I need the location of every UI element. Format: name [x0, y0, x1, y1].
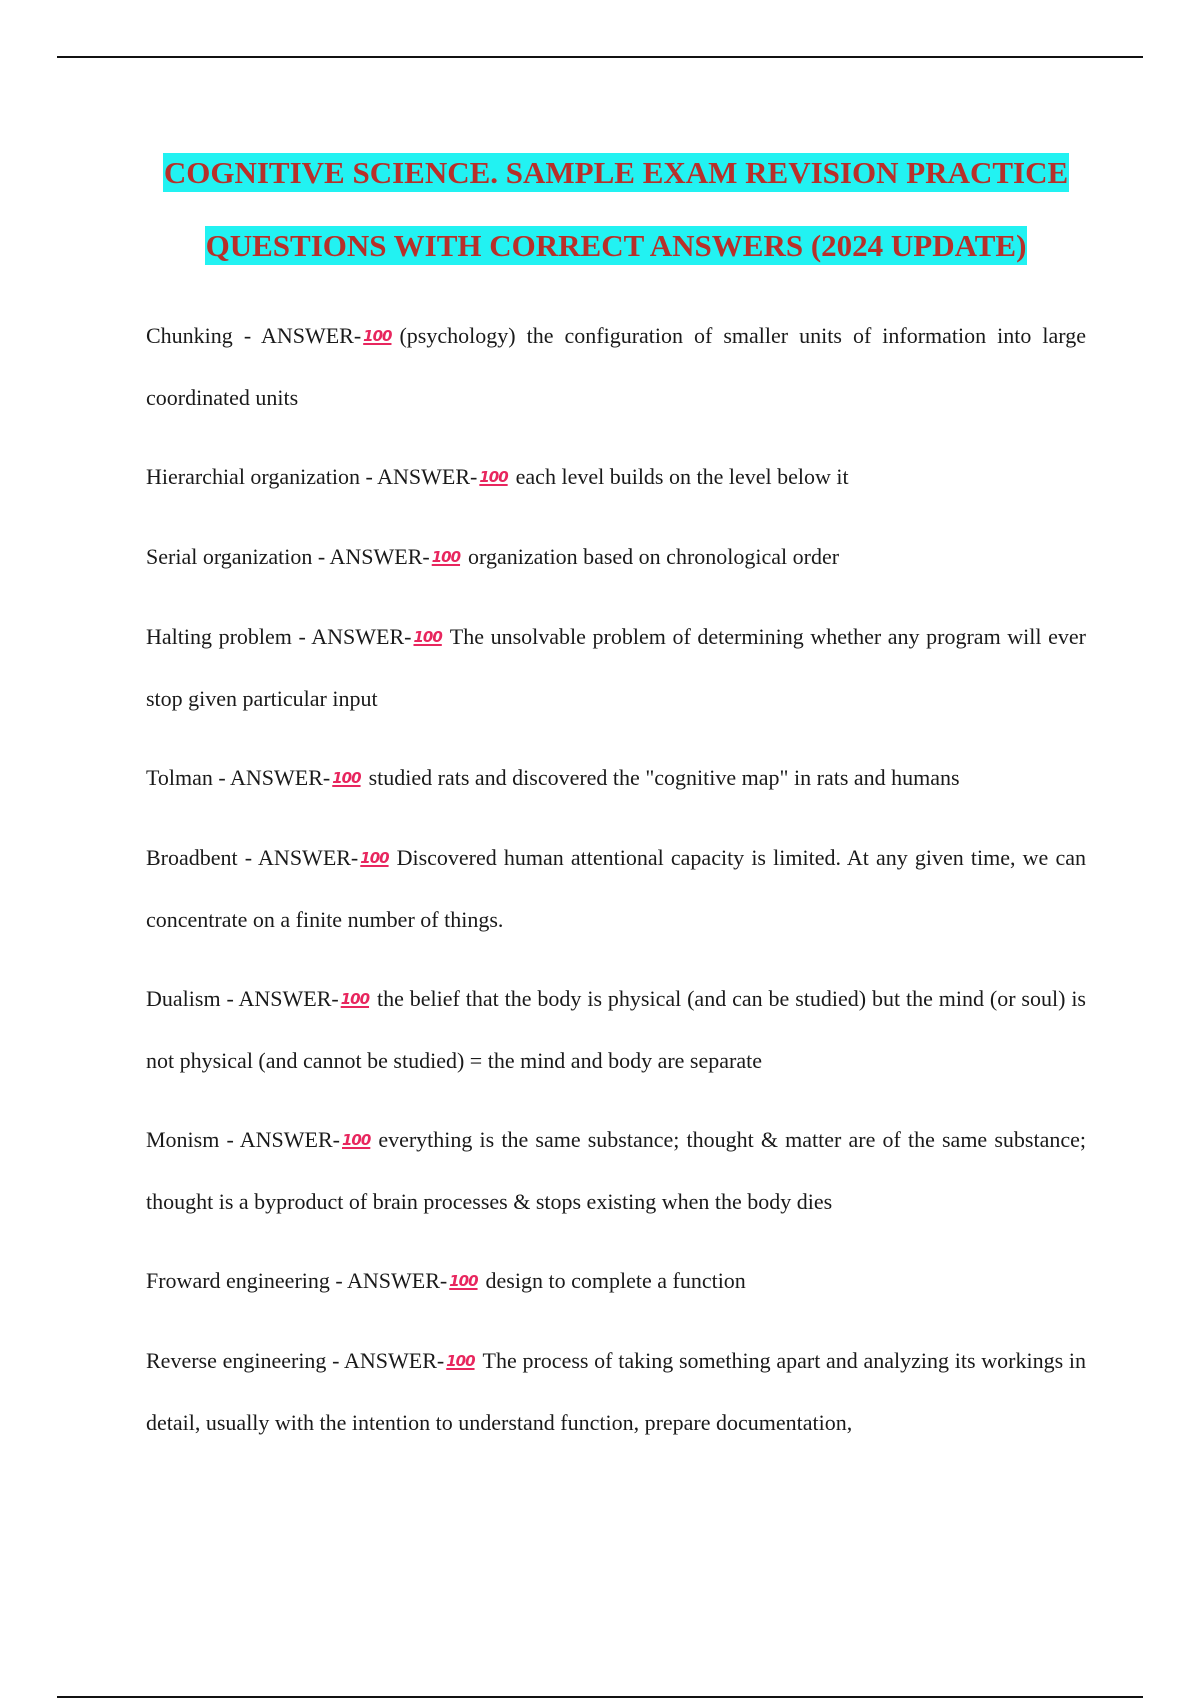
bottom-divider — [57, 1696, 1143, 1698]
hundred-points-icon: 100 — [479, 468, 508, 486]
title-line-1: COGNITIVE SCIENCE. SAMPLE EXAM REVISION PRACTICE — [163, 155, 1069, 190]
answer-text: (psychology) the configuration of smaller units of information into large coordinated units — [146, 323, 1086, 410]
answer-marker: ANSWER- — [329, 544, 430, 569]
hundred-points-icon: 100 — [449, 1272, 478, 1290]
hundred-points-icon: 100 — [363, 327, 392, 345]
term: Serial organization — [146, 544, 313, 569]
answer-text: the belief that the body is physical (and can be studied) but the mind (or soul) is not physical (and cannot be studied) = the mind and body are separate — [146, 986, 1086, 1073]
qa-entry-serial-organization: Serial organization - ANSWER- 100 organization based on chronological order — [146, 526, 1086, 588]
qa-entry-monism: Monism - ANSWER- 100 everything is the same substance; thought & matter are of the same substance; thought is a byproduct of brain processes & stops existing when the body dies — [146, 1109, 1086, 1232]
answer-marker: ANSWER- — [239, 1127, 340, 1152]
answer-marker: ANSWER- — [260, 323, 362, 348]
title-line-2: QUESTIONS WITH CORRECT ANSWERS (2024 UPDATE) — [205, 228, 1027, 263]
hundred-points-icon: 100 — [360, 849, 389, 867]
qa-entry-hierarchial-organization: Hierarchial organization - ANSWER- 100 each level builds on the level below it — [146, 446, 1086, 508]
answer-text: design to complete a function — [485, 1268, 746, 1293]
hundred-points-icon: 100 — [446, 1352, 475, 1370]
term: Tolman — [146, 765, 213, 790]
qa-entry-dualism: Dualism - ANSWER- 100 the belief that the body is physical (and can be studied) but the mind (or soul) is not physical (and cannot be studied) = the mind and body are separate — [146, 968, 1086, 1091]
answer-marker: ANSWER- — [377, 464, 478, 489]
hundred-points-icon: 100 — [340, 990, 370, 1008]
answer-text: organization based on chronological order — [468, 544, 840, 569]
qa-entry-froward-engineering: Froward engineering - ANSWER- 100 design to complete a function — [146, 1250, 1086, 1312]
answer-text: The unsolvable problem of determining whether any program will ever stop given particular input — [146, 624, 1086, 711]
qa-entry-reverse-engineering: Reverse engineering - ANSWER- 100 The process of taking something apart and analyzing its workings in detail, usually with the intention to understand function, prepare documentation, — [146, 1330, 1086, 1453]
term: Chunking — [146, 323, 233, 348]
term: Froward engineering — [146, 1268, 330, 1293]
term: Broadbent — [146, 845, 238, 870]
answer-marker: ANSWER- — [311, 624, 412, 649]
term: Dualism — [146, 986, 221, 1011]
term: Halting problem — [146, 624, 292, 649]
qa-entry-chunking: Chunking - ANSWER- 100 (psychology) the configuration of smaller units of information into large coordinated units — [146, 305, 1086, 428]
term: Reverse engineering — [146, 1348, 327, 1373]
hundred-points-icon: 100 — [431, 548, 461, 566]
qa-entry-tolman: Tolman - ANSWER- 100 studied rats and discovered the "cognitive map" in rats and humans — [146, 747, 1086, 809]
qa-entry-halting-problem: Halting problem - ANSWER- 100 The unsolvable problem of determining whether any program will ever stop given particular input — [146, 606, 1086, 729]
hundred-points-icon: 100 — [332, 769, 361, 787]
hundred-points-icon: 100 — [413, 628, 442, 646]
answer-marker: ANSWER- — [238, 986, 339, 1011]
answer-marker: ANSWER- — [258, 845, 359, 870]
term: Hierarchial organization — [146, 464, 360, 489]
answer-marker: ANSWER- — [344, 1348, 445, 1373]
document-title — [146, 136, 1086, 282]
term: Monism — [146, 1127, 220, 1152]
hundred-points-icon: 100 — [342, 1131, 371, 1149]
qa-entry-broadbent: Broadbent - ANSWER- 100 Discovered human attentional capacity is limited. At any given time, we can concentrate on a finite number of things. — [146, 827, 1086, 950]
answer-text: everything is the same substance; thought & matter are of the same substance; thought is a byproduct of brain processes & stops existing when the body dies — [146, 1127, 1086, 1214]
answer-marker: ANSWER- — [230, 765, 331, 790]
qa-list — [146, 305, 1086, 1453]
answer-text: Discovered human attentional capacity is limited. At any given time, we can concentrate on a finite number of things. — [146, 845, 1086, 932]
answer-text: The process of taking something apart and analyzing its workings in detail, usually with the intention to understand function, prepare documentation, — [146, 1348, 1087, 1435]
answer-text: each level builds on the level below it — [515, 464, 849, 489]
top-divider — [57, 56, 1143, 58]
answer-marker: ANSWER- — [347, 1268, 448, 1293]
answer-text: studied rats and discovered the "cognitive map" in rats and humans — [368, 765, 960, 790]
